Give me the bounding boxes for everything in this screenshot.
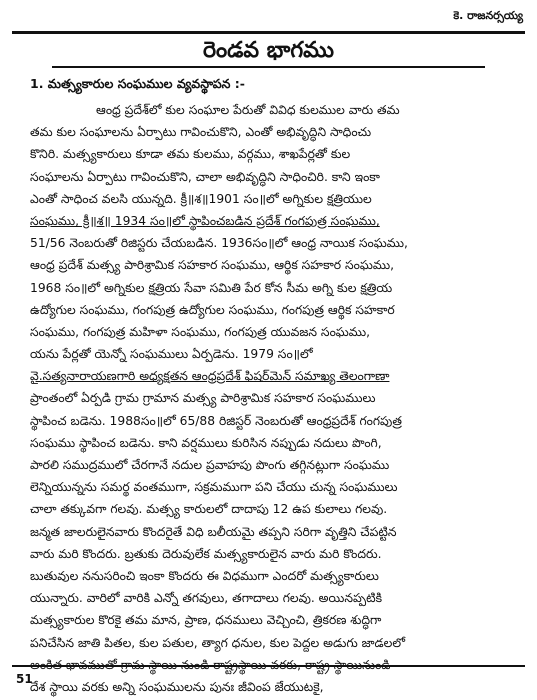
header-rule xyxy=(12,31,525,34)
text-line: సంఘాలను ఏర్పాటు గావించుకొని, చాలా అభివృద్ధిని సాధించిరి. కాని ఇంకా xyxy=(30,169,380,184)
chapter-title-underline xyxy=(52,66,485,68)
chapter-title: రెండవ భాగము xyxy=(202,38,335,63)
text-line: 1968 సం॥లో అగ్నికుల క్షత్రియ సేవా సమితి పేర కోన సీమ అగ్ని కుల క్షత్రియ xyxy=(30,280,393,295)
text-line: సంఘము, గంగపుత్ర మహిళా సంఘము, గంగపుత్ర యువజన సంఘము, xyxy=(30,324,370,339)
text-line: దేశ స్థాయి వరకు అన్ని సంఘములను పునః జీవింప జేయుటకై, xyxy=(30,679,324,694)
text-line: వారు మరి కొందరు. బ్రతుకు దెరువులేక మత్స్యకారులైన వారు మరి కొందరు. xyxy=(30,546,382,561)
running-header-author: కె. రాజనర్సయ్య xyxy=(453,9,523,22)
footer-rule xyxy=(12,665,525,667)
text-line: ఉద్యోగుల సంఘము, గంగపుత్ర ఉద్యోగుల సంఘము, గంగపుత్ర ఆర్థిక సహకార xyxy=(30,302,395,317)
text-line: తమ కుల సంఘాలను ఏర్పాటు గావించుకొని, ఎంతో అభివృద్ధిని సాధించు xyxy=(30,125,372,140)
text-line: పనిచేసిన జాతి పితల, కుల పతుల, త్యాగ ధనుల, కుల పెద్దల అడుగు జాడలలో xyxy=(30,635,405,650)
text-line: చాలా తక్కువగా గలవు. మత్స్య కారులలో దాదాపు 12 ఉప కులాలు గలవు. xyxy=(30,502,388,517)
text-line: ప్రాంతంలో ఏర్పడి గ్రామ గ్రామాన మత్స్య పారిశ్రామిక సహకార సంఘములు xyxy=(30,391,376,406)
page-number: 51 xyxy=(16,672,33,686)
text-line: స్థాపించ బడెను. 1988సం॥లో 65/88 రిజిస్టర్ నెంబరుతో ఆంధ్రప్రదేశ్ గంగపుత్ర xyxy=(30,413,402,428)
text-line: వై.సత్యనారాయణగారి అధ్యక్షతన ఆంధ్రప్రదేశ్ ఫిషర్‌మెన్ సమాఖ్య తెలంగాణా xyxy=(30,369,390,384)
section-heading: 1. మత్స్యకారుల సంఘముల వ్యవస్థాపన :- xyxy=(30,76,245,91)
text-line: బుతువుల ననుసరించి ఇంకా కొందరు ఈ విధముగా ఎందరో మత్స్యకారులు xyxy=(30,568,379,583)
text-line: కొనిరి. మత్స్యకారులు కూడా తమ కులము, వర్గము, శాఖపేర్లతో కుల xyxy=(30,147,351,162)
text-line: ఆంధ్ర ప్రదేశ్‌లో కుల సంఘాల పేరుతో వివిధ కులముల వారు తమ xyxy=(96,103,400,117)
text-line: సంఘము, క్రీ॥శ॥ 1934 సం॥లో స్థాపించబడిన ప్రదేశ్ గంగపుత్ర సంఘము, xyxy=(30,213,380,228)
text-line: లెన్నియున్నను సమర్థ వంతముగా, సక్రమముగా పని చేయు చున్న సంఘములు xyxy=(30,480,398,495)
text-line: యున్నారు. వారిలో వారికి ఎన్నో తగవులు, తగాదాలు గలవు. అయినప్పటికి xyxy=(30,591,383,606)
text-line: ఆంధ్ర ప్రదేశ్ మత్స్య పారిశ్రామిక సహకార సంఘము, ఆర్థిక సహకార సంఘము, xyxy=(30,258,395,273)
text-line: సంఘము స్థాపించ బడెను. కాని వర్షములు కురిసిన నప్పుడు నదులు పొంగి, xyxy=(30,435,382,450)
body-text xyxy=(30,99,527,698)
text-line: యను పేర్లతో యెన్నో సంఘములు ఏర్పడెను. 1979 సం॥లో xyxy=(30,347,313,362)
text-line: ఎంతో సాధించ వలసి యున్నది. క్రీ॥శ॥1901 సం॥లో అగ్నికుల క్షత్రియుల xyxy=(30,191,372,206)
text-line: 51/56 నెంబరుతో రిజిస్టరు చేయబడిన. 1936సం॥లో ఆంధ్ర నాయిక సంఘము, xyxy=(30,236,408,251)
text-line: పారలి సముద్రములో చేరగానే నదుల ప్రవాహపు పొంగు తగ్గినట్లుగా సంఘము xyxy=(30,458,390,472)
text-line: జన్మత జాలరులైనవారు కొందరైతే విధి బలీయమై తప్పని సరిగా వృత్తిని చేపట్టిన xyxy=(30,524,397,539)
text-line: మత్స్యకారుల కొరకై తమ మాన, ప్రాణ, ధనములు వెచ్చించి, త్రికరణ శుద్ధిగా xyxy=(30,613,382,628)
